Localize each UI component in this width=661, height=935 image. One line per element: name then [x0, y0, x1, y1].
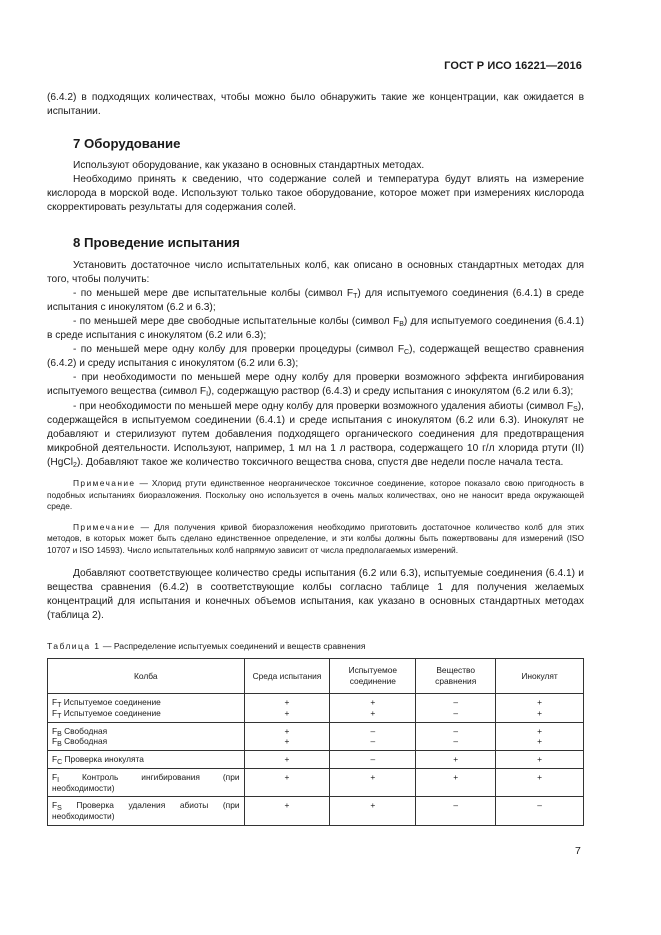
table-cell: + — [244, 751, 330, 769]
table-cell: + + — [496, 693, 584, 722]
table-cell: – — [416, 797, 496, 826]
table-row — [48, 797, 584, 826]
table-cell: + — [244, 797, 330, 826]
flask-label: $F_T$ Испытуемое соединение $F_T$ Испытуемое соединение — [48, 693, 245, 722]
flask-label: $F_I$ Контроль ингибирования (при необходимости) — [48, 768, 245, 797]
list-item-fs: - при необходимости по меньшей мере одну колбу для проверки возможного удаления абиоты (символ $F_S$), содержащейся в испытуемом соединении (6.4.1) и среде испытания с инокулятом (6.2 или 6.3). Инокулят не добавляют и стерилизуют путем добавления подходящего органического соединения для предотвращения микробной деятельности. Используют, например, 1 мл на 1 л раствора, содержащего 10 г/л хлорида ртути (II) (HgCl$_2$). Добавляют такое же количество токсичного вещества снова, спустя две недели после начала теста. — [47, 400, 584, 469]
section-8-paragraph-last: Добавляют соответствующее количество среды испытания (6.2 или 6.3), испытуемые соединения (6.4.1) и вещества сравнения (6.4.2) в соответствующие колбы согласно таблице 1 для получения желаемых концентраций для испытания и конечных объемов испытания, как указано в основных стандартных методах (таблица 2). — [47, 567, 584, 621]
table-cell: + + — [496, 722, 584, 751]
table-cell: – — [330, 751, 416, 769]
note-1: Примечание — Хлорид ртути единственное неорганическое токсичное соединение, которое показало свою пригодность в подобных испытаниях биоразложения. Поскольку оно используется в очень малых количествах, оно не наносит вреда окружающей среде. — [47, 477, 584, 512]
table-header-row — [48, 658, 584, 693]
table-cell: + + — [330, 693, 416, 722]
list-item-fb: - по меньшей мере две свободные испытательные колбы (символ $F_B$) для испытуемого соединения (6.4.1) в среде испытания с инокулятом (6.2 или 6.3); — [47, 315, 585, 342]
table-cell: + + — [244, 693, 330, 722]
table-cell: + — [330, 797, 416, 826]
section-7-paragraph-2: Необходимо принять к сведению, что содержание солей и температура будут влиять на измерение кислорода в морской воде. Используют только такое оборудование, которое может при измерениях кислорода скорректировать результаты для содержания солей. — [47, 174, 584, 214]
table-1 — [47, 658, 584, 826]
header-flask: Колба — [48, 658, 245, 693]
list-item-fc: - по меньшей мере одну колбу для проверки процедуры (символ $F_C$), содержащей вещество сравнения (6.4.2) и среду испытания с инокулятом (6.2 или 6.3); — [47, 344, 585, 370]
table-cell: + — [244, 768, 330, 797]
header-test-compound: Испытуемое соединение — [330, 658, 416, 693]
table-cell: – – — [416, 722, 496, 751]
header-reference: Вещество сравнения — [416, 658, 496, 693]
list-item-fi: - при необходимости по меньшей мере одну колбу для проверки возможного эффекта ингибирования испытуемого вещества (символ $F_I$), содержащую раствор (6.4.3) и среду испытания с инокулятом (6.2 или 6.3); — [47, 372, 584, 399]
flask-label: $F_S$ Проверка удаления абиоты (при необходимости) — [48, 797, 245, 826]
table-cell: + — [416, 751, 496, 769]
page-number: 7 — [575, 845, 581, 857]
intro-paragraph: (6.4.2) в подходящих количествах, чтобы можно было обнаружить такие же концентрации, как ожидается в испытании. — [47, 92, 584, 118]
table-row — [48, 693, 584, 722]
table-cell: – – — [330, 722, 416, 751]
note-2: Примечание — Для получения кривой биоразложения необходимо приготовить достаточное количество колб для этих методов, в которых может быть сделано единственное определение, и эти колбы должны быть пожертвованы для измерений (ISO 10707 и ISO 14593). Число испытательных колб напрямую зависит от числа предполагаемых измерений. — [47, 521, 584, 555]
list-item-ft: - по меньшей мере две испытательные колбы (символ $F_T$) для испытуемого соединения (6.4.1) в среде испытания с инокулятом (6.2 и 6.3); — [47, 287, 584, 313]
note-1-label: Примечание — [73, 477, 136, 488]
table-row — [48, 751, 584, 769]
section-7-title: 7 Оборудование — [73, 136, 181, 152]
table-caption: Таблица 1 — Распределение испытуемых соединений и веществ сравнения — [47, 640, 366, 651]
page-content — [47, 91, 584, 826]
table-row — [48, 722, 584, 751]
note-2-label: Примечание — [73, 521, 136, 532]
header-inoculum: Инокулят — [496, 658, 584, 693]
document-code: ГОСТ Р ИСО 16221—2016 — [444, 60, 582, 72]
table-row — [48, 768, 584, 797]
table-cell: + + — [244, 722, 330, 751]
flask-label: $F_C$ Проверка инокулята — [48, 751, 245, 769]
table-cell: + — [496, 751, 584, 769]
table-cell: + — [496, 768, 584, 797]
section-8-title: 8 Проведение испытания — [73, 234, 240, 250]
table-cell: + — [416, 768, 496, 797]
table-cell: – – — [416, 693, 496, 722]
table-cell: – — [496, 797, 584, 826]
table-cell: + — [330, 768, 416, 797]
flask-label: $F_B$ Свободная $F_B$ Свободная — [48, 722, 245, 751]
section-8-paragraph-1: Установить достаточное число испытательных колб, как описано в основных стандартных методах для того, чтобы получить: — [47, 259, 584, 285]
section-7-paragraph-1: Используют оборудование, как указано в основных стандартных методах. — [73, 160, 425, 172]
header-medium: Среда испытания — [244, 658, 330, 693]
